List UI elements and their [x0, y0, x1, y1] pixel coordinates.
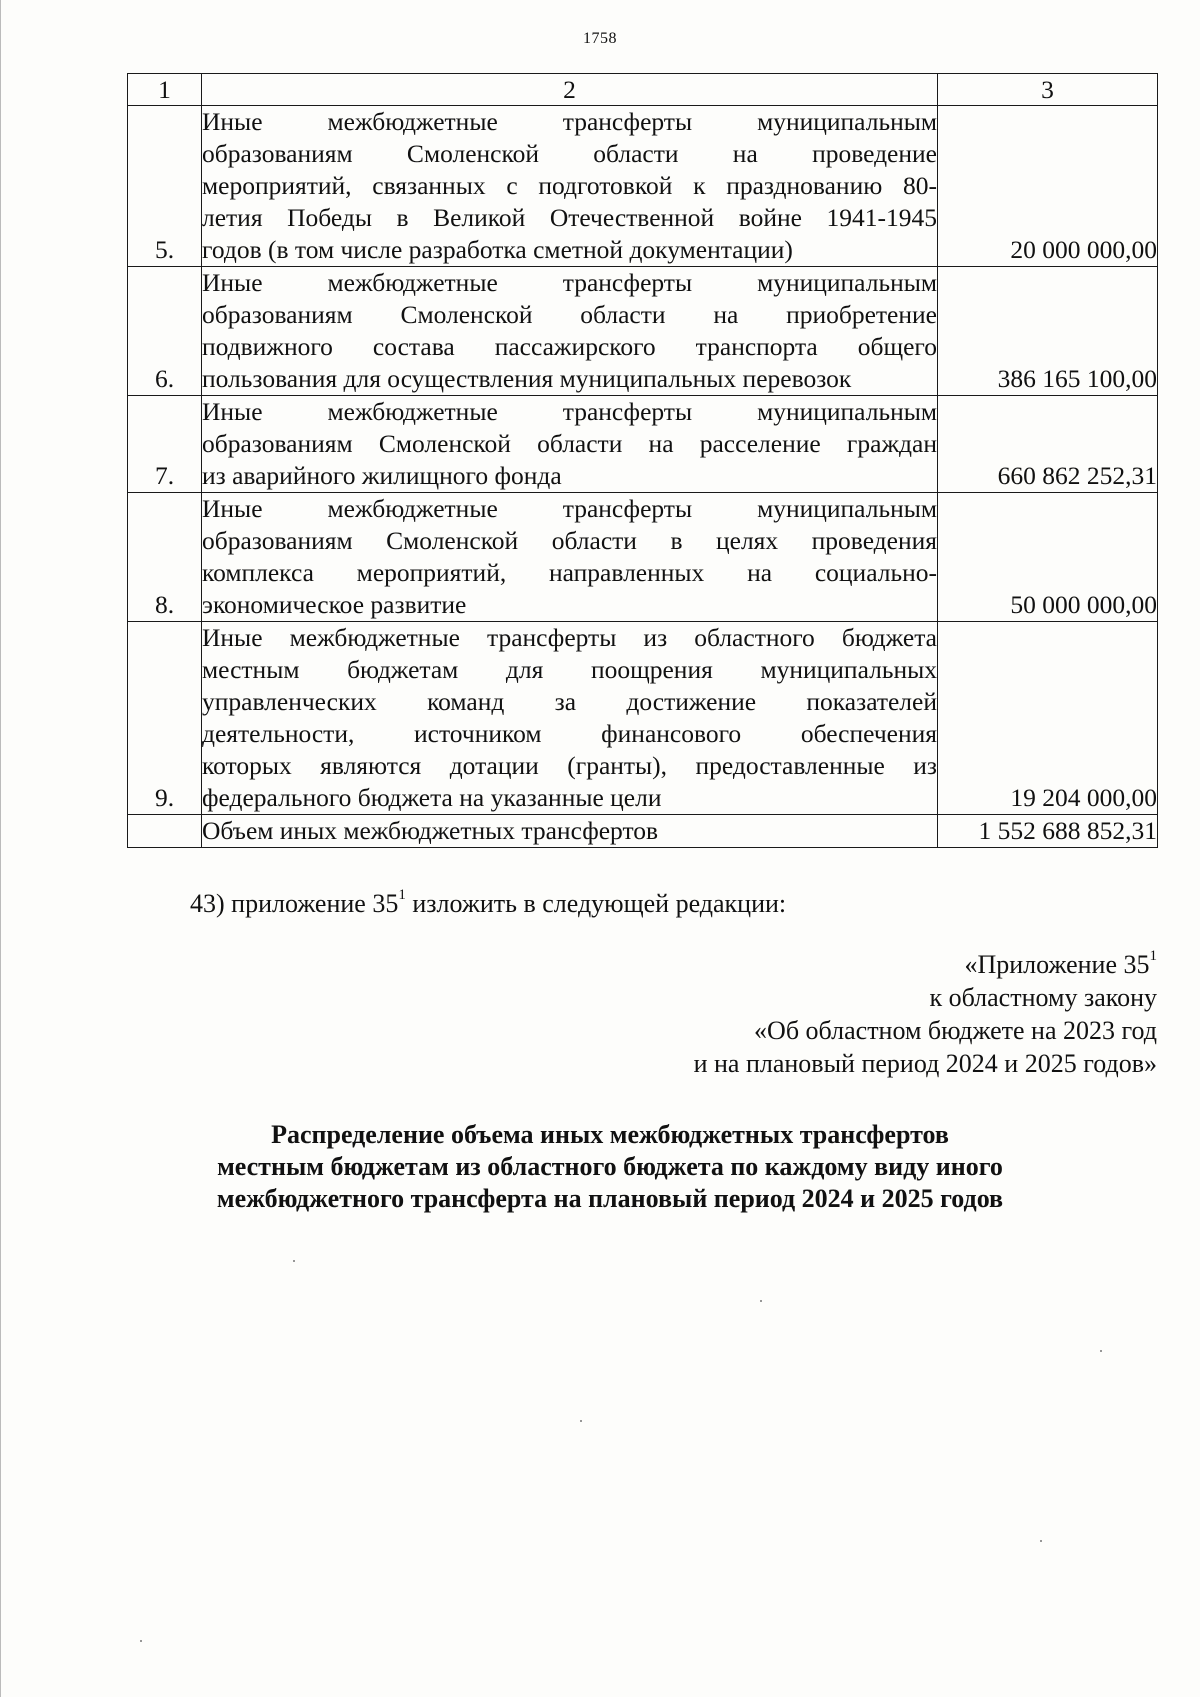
appendix-superscript: 1 — [1149, 948, 1157, 965]
column-header-2: 2 — [202, 74, 938, 106]
description-line: деятельности, источником финансового обеспечения — [202, 719, 937, 748]
appendix-line-3: «Об областном бюджете на 2023 год — [754, 1016, 1157, 1045]
appendix-title: «Приложение 35 — [964, 950, 1150, 979]
total-amount: 1 552 688 852,31 — [938, 815, 1158, 848]
appendix-line-4: и на плановый период 2024 и 2025 годов» — [693, 1049, 1157, 1078]
description-line: Иные межбюджетные трансферты муниципальным — [202, 268, 937, 297]
column-header-1: 1 — [128, 74, 202, 106]
description-line: подвижного состава пассажирского транспорта общего — [202, 332, 937, 361]
row-amount: 660 862 252,31 — [938, 396, 1158, 493]
table-header-row — [128, 74, 1158, 106]
description-line: Иные межбюджетные трансферты муниципальным — [202, 494, 937, 523]
row-description — [202, 493, 938, 622]
title-line: межбюджетного трансферта на плановый период 2024 и 2025 годов — [216, 1184, 1004, 1213]
row-description — [202, 267, 938, 396]
table-row — [128, 267, 1158, 396]
description-line: комплекса мероприятий, направленных на социально- — [202, 558, 937, 587]
description-line: пользования для осуществления муниципальных перевозок — [202, 364, 852, 393]
row-amount: 20 000 000,00 — [938, 106, 1158, 267]
row-number: 6. — [128, 267, 202, 396]
description-line: Иные межбюджетные трансферты муниципальным — [202, 397, 937, 426]
scan-speck — [1040, 1540, 1042, 1542]
description-line: которых являются дотации (гранты), предоставленные из — [202, 751, 937, 780]
appendix-line-2: к областному закону — [929, 983, 1157, 1012]
table-row — [128, 106, 1158, 267]
title-line: Распределение объема иных межбюджетных трансфертов — [271, 1120, 949, 1149]
row-description — [202, 622, 938, 815]
row-amount: 386 165 100,00 — [938, 267, 1158, 396]
row-number: 9. — [128, 622, 202, 815]
page-number: 1758 — [583, 30, 617, 47]
description-line: местным бюджетам для поощрения муниципальных — [202, 655, 937, 684]
transfers-table — [127, 73, 1158, 848]
document-title — [150, 1119, 1070, 1215]
description-line: управленческих команд за достижение показателей — [202, 687, 937, 716]
description-line: федерального бюджета на указанные цели — [202, 783, 662, 812]
row-number: 7. — [128, 396, 202, 493]
row-amount: 50 000 000,00 — [938, 493, 1158, 622]
scan-speck — [760, 1300, 762, 1302]
row-description — [202, 106, 938, 267]
scan-speck — [140, 1640, 142, 1642]
instruction-suffix: изложить в следующей редакции: — [405, 889, 787, 918]
table-row — [128, 622, 1158, 815]
title-line: местным бюджетам из областного бюджета по каждому виду иного — [217, 1152, 1003, 1181]
description-line: мероприятий, связанных с подготовкой к празднованию 80- — [202, 171, 937, 200]
scan-speck — [580, 1420, 582, 1422]
scan-speck — [1100, 1350, 1102, 1352]
description-line: образованиям Смоленской области на приобретение — [202, 300, 937, 329]
description-line: годов (в том числе разработка сметной документации) — [202, 235, 793, 264]
row-amount: 19 204 000,00 — [938, 622, 1158, 815]
amendment-instruction — [190, 888, 786, 920]
instruction-superscript: 1 — [398, 887, 406, 904]
description-line: из аварийного жилищного фонда — [202, 461, 562, 490]
instruction-prefix: 43) приложение 35 — [190, 889, 399, 918]
row-description — [202, 396, 938, 493]
scan-margin-line — [0, 0, 1, 1697]
row-number: 5. — [128, 106, 202, 267]
appendix-line-1 — [694, 948, 1157, 981]
description-line: летия Победы в Великой Отечественной войне 1941-1945 — [202, 203, 937, 232]
total-number-cell — [128, 815, 202, 848]
appendix-heading — [694, 948, 1157, 1080]
description-line: Иные межбюджетные трансферты муниципальным — [202, 107, 937, 136]
table-total-row — [128, 815, 1158, 848]
description-line: образованиям Смоленской области на расселение граждан — [202, 429, 937, 458]
table-row — [128, 493, 1158, 622]
description-line: образованиям Смоленской области на проведение — [202, 139, 937, 168]
description-line: Иные межбюджетные трансферты из областного бюджета — [202, 623, 937, 652]
description-line: экономическое развитие — [202, 590, 467, 619]
description-line: образованиям Смоленской области в целях проведения — [202, 526, 937, 555]
scan-speck — [293, 1260, 295, 1262]
row-number: 8. — [128, 493, 202, 622]
table-row — [128, 396, 1158, 493]
total-label: Объем иных межбюджетных трансфертов — [202, 815, 938, 848]
column-header-3: 3 — [938, 74, 1158, 106]
